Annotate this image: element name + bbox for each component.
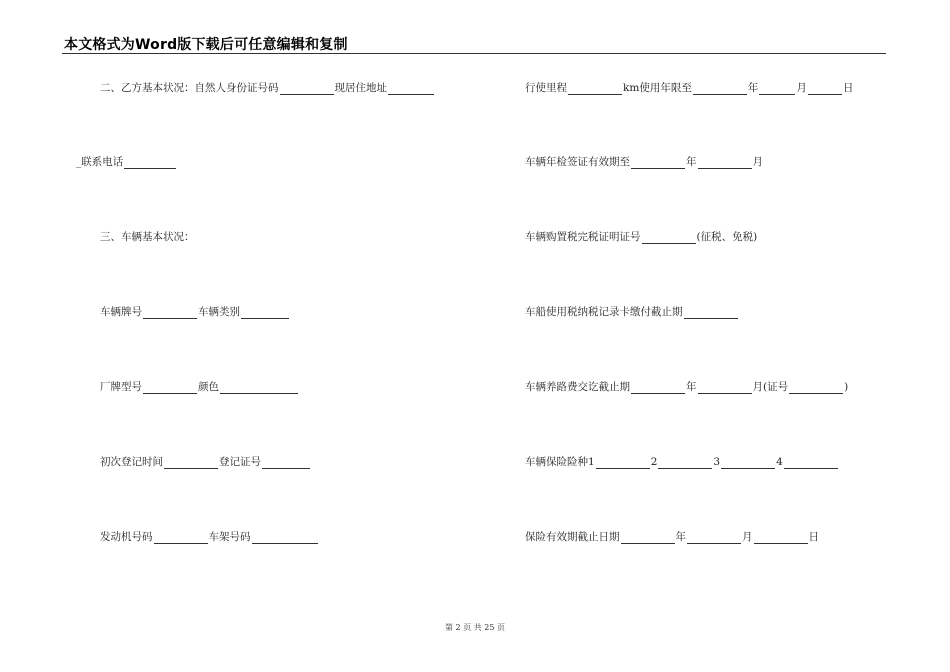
party-b-id-label: 二、乙方基本状况：自然人身份证号码 — [100, 82, 279, 94]
vehicle-section-heading — [100, 229, 195, 244]
vessel-tax-label: 车船使用税纳税记录卡缴付截止期 — [525, 306, 683, 318]
month-cert-label: 月(证号 — [752, 381, 789, 393]
color-label: 颜色 — [198, 381, 219, 393]
insurance-type-2-label: 2 — [650, 456, 658, 468]
phone-blank — [124, 157, 176, 169]
vessel-tax-blank — [684, 307, 738, 319]
first-registration-label: 初次登记时间 — [100, 456, 163, 468]
frame-number-blank — [252, 532, 318, 544]
service-day-blank — [808, 83, 842, 95]
road-fee-cert-blank — [789, 382, 843, 394]
page-number-footer: 第 2 页 共 25 页 — [445, 623, 505, 632]
inspection-year-blank — [631, 157, 685, 169]
service-life-label: km使用年限至 — [623, 82, 692, 94]
insurance-type-label: 车辆保险险种1 — [525, 456, 595, 468]
service-year-blank — [693, 83, 747, 95]
road-fee-line — [525, 379, 848, 394]
vehicle-type-label: 车辆类别 — [198, 306, 240, 318]
service-month-blank — [759, 83, 795, 95]
model-blank — [143, 382, 197, 394]
vehicle-section-label: 三、车辆基本状况： — [100, 231, 195, 243]
day-label: 日 — [808, 531, 819, 543]
plate-blank — [143, 307, 197, 319]
model-line — [100, 379, 299, 394]
frame-number-label: 车架号码 — [208, 531, 251, 543]
document-header-title: 本文格式为Word版下载后可任意编辑和复制 — [64, 37, 348, 53]
registration-cert-blank — [262, 457, 310, 469]
insurance-month-blank — [687, 532, 741, 544]
phone-line — [76, 154, 177, 169]
first-registration-blank — [164, 457, 218, 469]
insurance-type-3-label: 3 — [713, 456, 721, 468]
insurance-type-2-blank — [658, 457, 712, 469]
year-label: 年 — [675, 531, 686, 543]
registration-line — [100, 454, 311, 469]
year-label: 年 — [686, 156, 697, 168]
insurance-type-4-label: 4 — [776, 456, 783, 468]
address-blank — [388, 83, 434, 95]
tax-status-label: (征税、免税) — [696, 231, 758, 243]
insurance-type-4-blank — [784, 457, 838, 469]
mileage-label: 行使里程 — [525, 82, 567, 94]
inspection-month-blank — [698, 157, 752, 169]
road-fee-label: 车辆养路费交讫截止期 — [525, 381, 630, 393]
party-b-basic-info-line — [100, 80, 435, 95]
address-label: 现居住地址 — [334, 82, 387, 94]
mileage-line — [525, 80, 853, 95]
plate-label: 车辆牌号 — [100, 306, 142, 318]
year-label: 年 — [686, 381, 697, 393]
header-divider — [62, 53, 886, 54]
month-label: 月 — [752, 156, 763, 168]
phone-label: _联系电话 — [76, 156, 124, 168]
insurance-day-blank — [754, 532, 808, 544]
month-label: 月 — [796, 82, 807, 94]
insurance-type-3-blank — [721, 457, 775, 469]
road-fee-month-blank — [698, 382, 752, 394]
inspection-line — [525, 154, 763, 169]
year-label: 年 — [747, 82, 759, 94]
id-number-blank — [280, 83, 334, 95]
registration-cert-label: 登记证号 — [219, 456, 261, 468]
purchase-tax-blank — [642, 232, 696, 244]
vehicle-type-blank — [241, 307, 289, 319]
insurance-expiry-line — [525, 529, 819, 544]
color-blank — [220, 382, 298, 394]
day-label: 日 — [842, 82, 854, 94]
purchase-tax-label: 车辆购置税完税证明证号 — [525, 231, 641, 243]
engine-line — [100, 529, 319, 544]
close-paren-label: ) — [844, 381, 849, 393]
model-label: 厂牌型号 — [100, 381, 142, 393]
insurance-type-line — [525, 454, 839, 469]
vessel-tax-line — [525, 304, 739, 319]
month-label: 月 — [742, 531, 753, 543]
engine-number-blank — [154, 532, 208, 544]
insurance-type-1-blank — [596, 457, 650, 469]
road-fee-year-blank — [631, 382, 685, 394]
engine-number-label: 发动机号码 — [100, 531, 153, 543]
insurance-expiry-label: 保险有效期截止日期 — [525, 531, 620, 543]
inspection-label: 车辆年检签证有效期至 — [525, 156, 630, 168]
mileage-blank — [568, 83, 622, 95]
plate-line — [100, 304, 290, 319]
purchase-tax-line — [525, 229, 757, 244]
insurance-year-blank — [621, 532, 675, 544]
